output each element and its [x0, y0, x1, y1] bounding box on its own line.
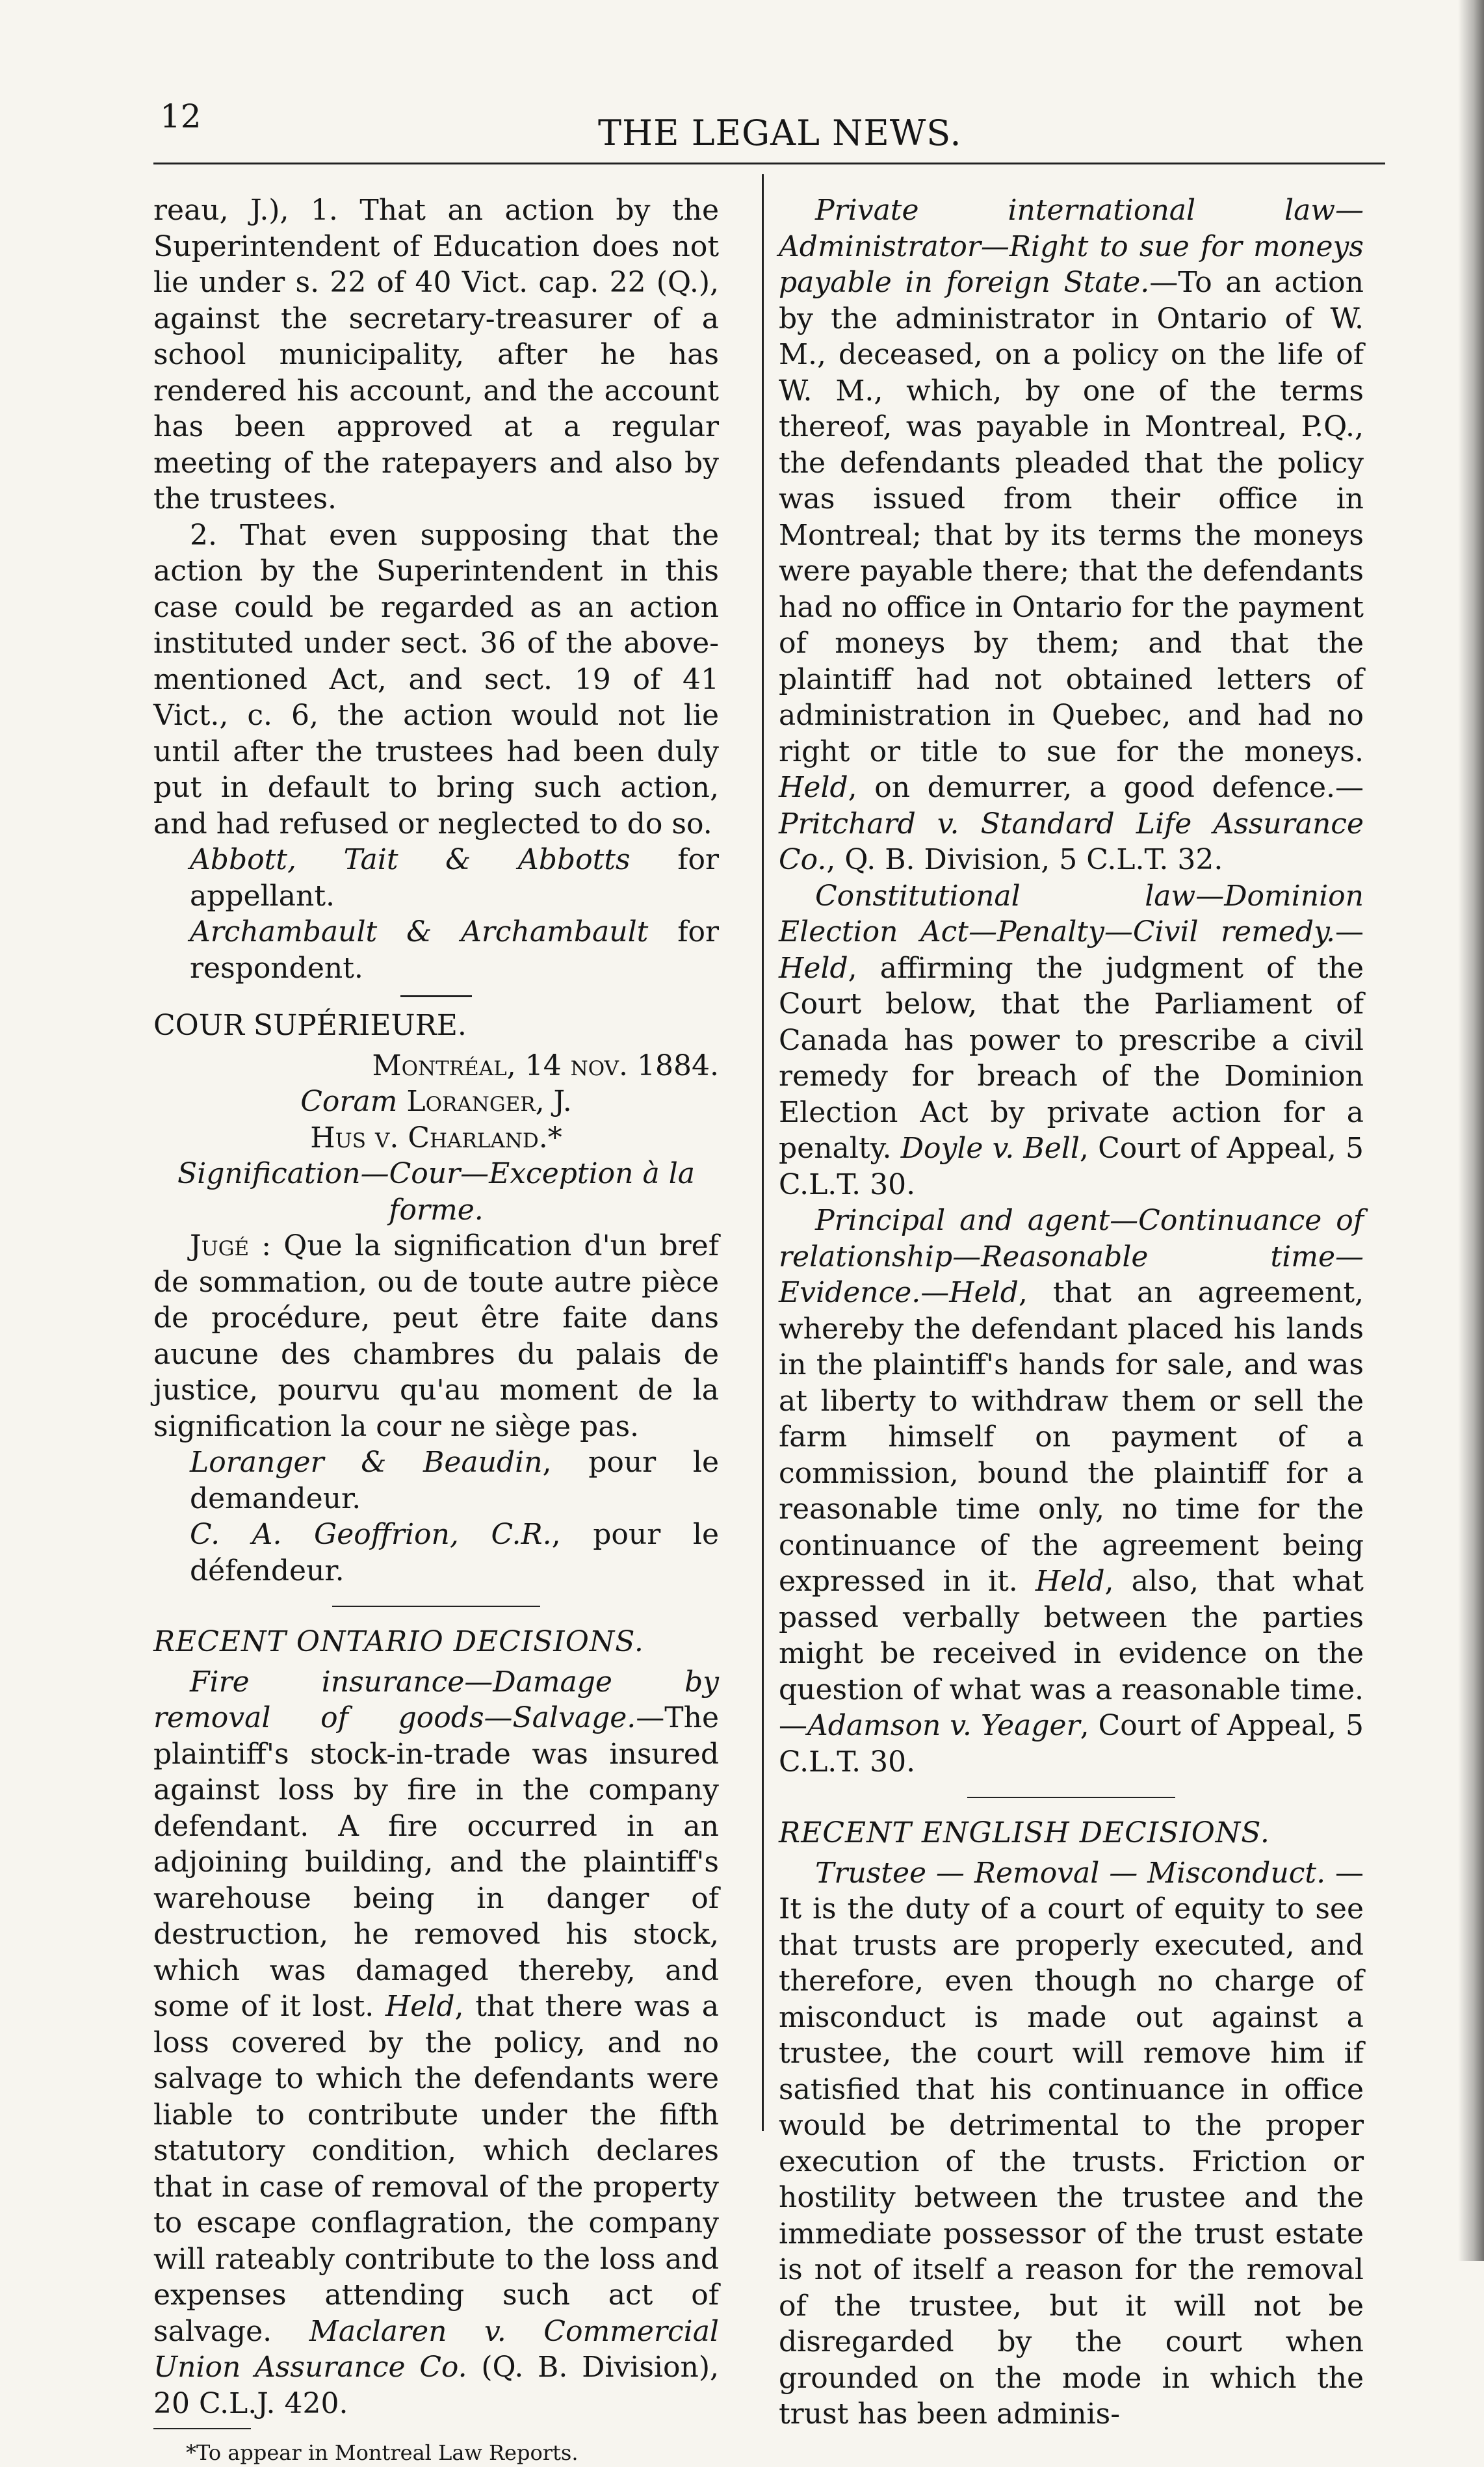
fire-insurance-paragraph [153, 1664, 719, 2422]
header-rule [153, 163, 1385, 164]
counsel-respondent [153, 914, 719, 986]
principal-agent-paragraph [779, 1203, 1364, 1780]
counsel-demandeur [153, 1444, 719, 1517]
cour-superieure-heading: COUR SUPÉRIEURE. [153, 1009, 467, 1042]
counsel-appellant-role: for appellant. [190, 843, 720, 913]
juge-text: : Que la signification d'un bref de sommation, ou de toute autre pièce de procédure, peut être faite dans aucune des chambres du palais de justice, pourvu qu'au moment de la signification la cour ne siège pas. [153, 1229, 719, 1443]
paragraph-holding-2: 2. That even supposing that the action by the Superintendent in this case could be regarded as an action instituted under sect. 36 of the above-mentioned Act, and sect. 19 of 41 Vict., c. 6, the action would not lie until after the trustees had been duly put in default to bring such action, and had refused or neglected to do so. [153, 518, 719, 841]
fire-citation-name: Maclaren v. Commercial Union Assurance Co. [153, 2314, 719, 2384]
agent-citation-name: Adamson v. Yeager [807, 1709, 1080, 1742]
const-text-1: — [1335, 915, 1364, 948]
fire-citation-rest: (Q. B. Division), 20 C.L.J. 420. [153, 2351, 719, 2420]
running-head: THE LEGAL NEWS. [598, 112, 962, 153]
fire-text-2: , that there was a loss covered by the policy, and no salvage to which the defendants were liable to contribute under the fifth statutory condition, which declares that in case of removal of the property to escape conflagration, the company will rateably contribute to the loss and expenses attending such act of salvage. [153, 1990, 719, 2348]
pil-citation-name: Pritchard v. Standard Life Assurance Co. [779, 807, 1364, 876]
page-edge-shadow [1458, 0, 1484, 2261]
counsel-demandeur-role: , pour le demandeur. [190, 1446, 719, 1515]
fire-held: Held [385, 1990, 455, 2023]
counsel-appellant-name: Abbott, Tait & Abbotts [190, 843, 631, 876]
trustee-paragraph [779, 1855, 1364, 2433]
juge-paragraph [153, 1228, 719, 1444]
const-held: Held [779, 951, 848, 985]
cour-place-date: Montréal, 14 nov. 1884. [372, 1049, 719, 1082]
coram-judge: Loranger, J. [397, 1085, 572, 1118]
pil-held: Held [779, 771, 848, 804]
agent-catchline: Principal and agent—Continuance of relationship—Reasonable time—Evidence. [779, 1204, 1364, 1309]
left-column [153, 192, 719, 2467]
trustee-text: — It is the duty of a court of equity to see that trusts are properly executed, and therefore, even though no charge of misconduct is made out against a trustee, the court will remove him if satisfied that his continuance in office would be detrimental to the proper execution of the trusts. Friction or hostility between the trustee and the immediate possessor of the trust estate is not of itself a reason for the removal of the trustee, but it will not be disregarded by the court when grounded on the mode in which the trust has been adminis- [779, 1856, 1364, 2431]
fire-catchline: Fire insurance—Damage by removal of goods—Salvage. [153, 1665, 719, 1734]
section-divider [400, 995, 472, 997]
section-divider [332, 1606, 540, 1607]
counsel-demandeur-name: Loranger & Beaudin [190, 1446, 543, 1479]
agent-held-2: Held [1035, 1565, 1105, 1598]
private-international-paragraph [779, 192, 1364, 878]
right-column [779, 192, 1364, 2433]
agent-citation-rest: , Court of Appeal, 5 C.L.T. 30. [779, 1709, 1364, 1779]
agent-text-2: , that an agreement, whereby the defendant placed his lands in the plaintiff's hands for sale, and was at liberty to withdraw them or sell the farm himself on payment of a commission, bound the plaintiff for a reasonable time only, no time for the continuance of the agreement being expressed in it. [779, 1276, 1364, 1598]
pil-text-1: —To an action by the administrator in Ontario of W. M., deceased, on a policy on the life of W. M., which, by one of the terms thereof, was payable in Montreal, P.Q., the defendants pleaded that the policy was issued from their office in Montreal; that by its terms the moneys were payable there; that the defendants had no office in Ontario for the payment of moneys by them; and that the plaintiff had not obtained letters of administration in Quebec, and had no right or title to sue for the moneys. [779, 266, 1364, 768]
cour-catchline: Signification—Cour—Exception à la forme. [177, 1157, 695, 1227]
pil-citation-rest: , Q. B. Division, 5 C.L.T. 32. [826, 843, 1223, 876]
counsel-defendeur [153, 1517, 719, 1589]
const-text-2: , affirming the judgment of the Court below, that the Parliament of Canada has power to prescribe a civil remedy for breach of the Dominion Election Act by private action for a penalty. [779, 951, 1364, 1165]
section-divider [967, 1797, 1175, 1798]
pil-text-2: , on demurrer, a good defence.— [848, 771, 1364, 804]
counsel-appellant [153, 842, 719, 914]
counsel-defendeur-name: C. A. Geoffrion, C.R. [190, 1518, 552, 1551]
fire-text-1: —The plaintiff's stock-in-trade was insured against loss by fire in the company defendant. A fire occurred in an adjoining building, and the plaintiff's warehouse being in danger of destruction, he removed his stock, which was damaged thereby, and some of it lost. [153, 1701, 719, 2023]
counsel-respondent-role: for respondent. [190, 915, 720, 985]
juge-label: Jugé [190, 1229, 250, 1262]
agent-text-3: , also, that what passed verbally between the parties might be received in evidence on the question of what was a reasonable time.— [779, 1565, 1364, 1742]
page-number: 12 [160, 98, 202, 135]
footnote: *To appear in Montreal Law Reports. [186, 2440, 579, 2465]
agent-text-1: — [920, 1276, 950, 1309]
english-heading: RECENT ENGLISH DECISIONS. [779, 1816, 1270, 1849]
counsel-defendeur-role: , pour le défendeur. [190, 1518, 719, 1587]
trustee-catchline: Trustee — Removal — Misconduct. [815, 1856, 1326, 1890]
const-citation-rest: , Court of Appeal, 5 C.L.T. 30. [779, 1132, 1364, 1201]
coram-line [153, 1084, 719, 1120]
const-citation-name: Doyle v. Bell [900, 1132, 1080, 1165]
agent-held: Held [949, 1276, 1019, 1309]
counsel-respondent-name: Archambault & Archambault [190, 915, 649, 948]
pil-catchline: Private international law—Administrator—Right to sue for moneys payable in foreign State. [779, 194, 1364, 299]
footnote-rule [153, 2428, 251, 2429]
column-divider [762, 174, 764, 2131]
constitutional-paragraph [779, 878, 1364, 1203]
const-catchline: Constitutional law—Dominion Election Act—Penalty—Civil remedy. [779, 879, 1364, 948]
paragraph-holding-1: reau, J.), 1. That an action by the Superintendent of Education does not lie under s. 22 of 40 Vict. cap. 22 (Q.), against the secretary-treasurer of a school municipality, after he has rendered his account, and the account has been approved at a regular meeting of the ratepayers and also by the trustees. [153, 194, 719, 516]
case-name: Hus v. Charland.* [310, 1121, 562, 1155]
coram-label: Coram [300, 1085, 398, 1118]
ontario-heading: RECENT ONTARIO DECISIONS. [153, 1625, 644, 1658]
